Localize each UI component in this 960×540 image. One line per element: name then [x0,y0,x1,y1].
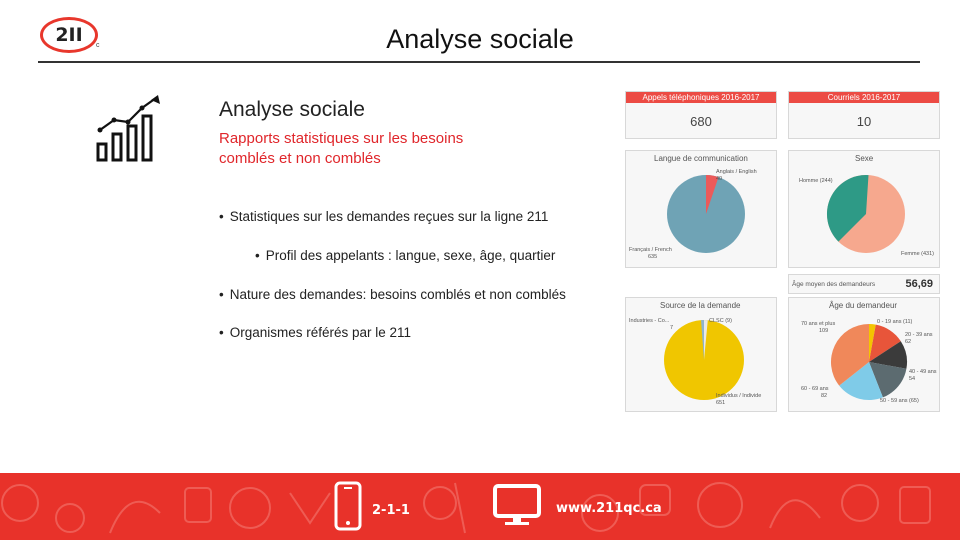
source-chart-panel [625,297,777,412]
phone-icon [333,481,363,531]
kpi-emails-label: Courriels 2016-2017 [789,92,939,103]
section-subtitle: Analyse sociale [219,98,365,121]
computer-monitor-icon [492,483,542,527]
bullet-item: • Organismes référés par le 211 [219,325,411,340]
sex-label-male: Homme (244) [799,178,833,184]
section-description: Rapports statistiques sur les besoins comblés et non comblés [219,130,464,167]
source-label-industries: Industries - Co... [629,318,670,324]
footer-decorative-icons [0,473,960,540]
avg-age-panel [788,274,940,294]
age-label-40-49: 40 - 49 ans [909,369,937,375]
age-label-70plus: 70 ans et plus [801,321,836,327]
source-value-industries: 7 [670,325,674,331]
bullet-item: • Statistiques sur les demandes reçues sur la ligne 211 [219,209,548,224]
age-label-50-59: 50 - 59 ans (65) [880,398,919,404]
age-value-60-69: 82 [821,393,828,399]
age-chart-panel [788,297,940,412]
kpi-emails-panel [788,91,940,139]
kpi-calls-value: 680 [690,114,712,129]
logo-text: 2II [55,24,83,46]
page-title: Analyse sociale [386,24,574,54]
bar-chart-trend-icon [94,94,166,164]
source-pie [662,318,746,402]
sex-label-female: Femme (431) [901,251,935,257]
footer-website-link[interactable]: www.211qc.ca [556,501,662,516]
age-label-60-69: 60 - 69 ans [801,386,829,392]
avg-age-value: 56,69 [905,278,933,290]
logo-211 [40,17,98,53]
language-chart-title: Langue de communication [654,154,748,163]
sex-chart-title: Sexe [855,154,874,163]
kpi-emails-value: 10 [856,114,872,129]
source-chart-title: Source de la demande [660,301,741,310]
bullet-item: • Nature des demandes: besoins comblés et non comblés [219,287,566,302]
language-pie [665,173,747,255]
bullet-item-sub: • Profil des appelants : langue, sexe, âge, quartier [255,248,555,263]
source-label-clsc: CLSC (9) [709,318,732,324]
sex-pie [825,173,907,255]
logo-trademark: c [96,42,100,49]
age-value-20-39: 62 [905,339,912,345]
age-chart-title: Âge du demandeur [829,301,898,310]
kpi-calls-panel [625,91,777,139]
age-label-20-39: 20 - 39 ans [905,332,933,338]
kpi-calls-label: Appels téléphoniques 2016-2017 [626,92,776,103]
footer-band [0,473,960,540]
language-label-english: Anglais / English [716,169,757,175]
title-divider [38,61,920,63]
language-label-french: Français / French [629,247,672,253]
language-value-french: 635 [648,254,658,260]
avg-age-label: Âge moyen des demandeurs [792,281,876,288]
age-label-0-19: 0 - 19 ans (11) [877,319,913,325]
sex-chart-panel [788,150,940,268]
language-chart-panel [625,150,777,268]
footer-phone-number[interactable]: 2-1-1 [372,503,410,518]
age-value-40-49: 54 [909,376,916,382]
language-value-english: 40 [716,176,723,182]
source-label-individus: Individus / Individe [716,393,762,399]
age-value-70plus: 109 [819,328,829,334]
source-value-individus: 651 [716,400,726,406]
